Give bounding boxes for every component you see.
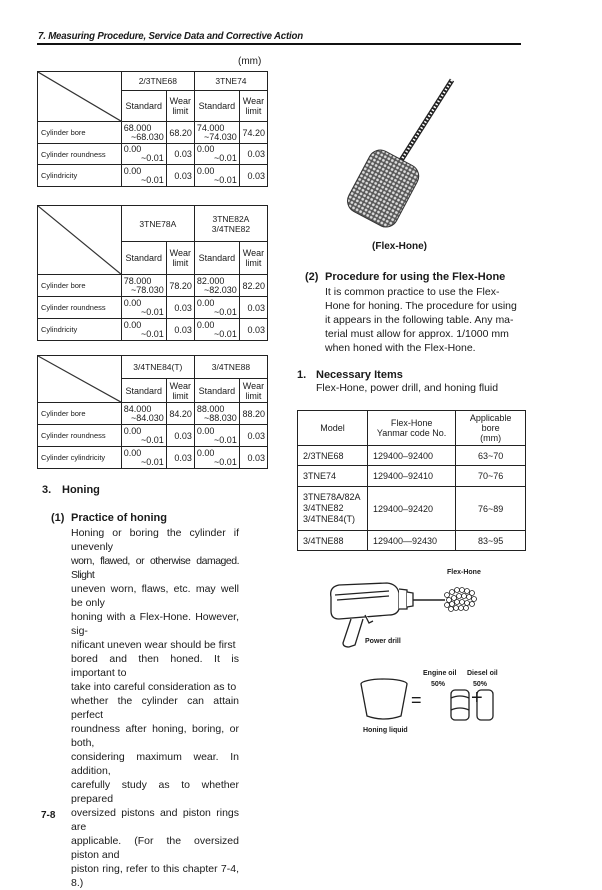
standard-value: 0.00 ~0.01 <box>194 319 239 341</box>
flex-hone-table <box>297 410 526 551</box>
wear-limit-header: Wear limit <box>166 91 194 122</box>
row-label: Cylinder bore <box>38 275 122 297</box>
header-code: Flex-Hone Yanmar code No. <box>367 411 455 446</box>
practice-paragraph: Honing or boring the cylinder if unevenly worn, flawed, or otherwise damaged. Slight uneven worn, flaws, etc. may well be only honing with a Flex-Hone. However, sig- nificant uneven wear should be first bored and then honed. It is important to take into careful consideration as to whether the cylinder can attain perfect roundness after honing, boring, or both, considering maximum wear. In addition, carefully study as to whether prepared oversized pistons and piston rings are applicable. (For the oversized piston and piston ring, refer to this chapter 7-4, 8.) <box>71 527 239 889</box>
subsection-number: (1) <box>51 512 65 524</box>
table-row <box>298 466 526 487</box>
wear-limit-value: 0.03 <box>166 319 194 341</box>
wear-limit-value: 74.20 <box>239 122 267 144</box>
engine-oil-percent: 50% <box>431 681 446 688</box>
standard-value: 0.00 ~0.01 <box>194 144 239 165</box>
table-row <box>38 425 268 447</box>
model-cell: 2/3TNE68 <box>298 446 368 466</box>
standard-header: Standard <box>121 379 166 403</box>
flex-hone-label: Flex-Hone <box>447 569 481 576</box>
model-cell: 3/4TNE88 <box>298 531 368 551</box>
table-row <box>38 165 268 187</box>
standard-value: 0.00 ~0.01 <box>194 447 239 469</box>
flex-hone-illustration <box>330 70 470 230</box>
procedure-paragraph: It is common practice to use the Flex- Hone for honing. The procedure for using it appears in the following table. Any ma- terial must allow for approx. 1/1000 mm when honed with the Flex-Hone. <box>325 286 517 354</box>
standard-value: 0.00 ~0.01 <box>121 319 166 341</box>
wear-limit-value: 0.03 <box>166 144 194 165</box>
row-label: Cylinder roundness <box>38 144 122 165</box>
standard-value: 78.000 ~78.030 <box>121 275 166 297</box>
standard-value: 0.00 ~0.01 <box>194 165 239 187</box>
unit-label: (mm) <box>238 56 262 67</box>
wear-limit-header: Wear limit <box>166 242 194 275</box>
diesel-oil-label: Diesel oil <box>467 670 498 677</box>
wear-limit-value: 0.03 <box>239 297 267 319</box>
power-drill-label: Power drill <box>365 638 401 645</box>
wear-limit-value: 0.03 <box>166 447 194 469</box>
wear-limit-value: 0.03 <box>239 425 267 447</box>
wear-limit-value: 68.20 <box>166 122 194 144</box>
standard-header: Standard <box>194 242 239 275</box>
header-bore: Applicable bore (mm) <box>456 411 526 446</box>
table-row <box>38 447 268 469</box>
flex-hone-brush-small <box>445 588 477 612</box>
wear-limit-value: 0.03 <box>239 447 267 469</box>
subsection-number: (2) <box>305 271 319 283</box>
wear-limit-header: Wear limit <box>239 379 267 403</box>
row-label: Cylinder bore <box>38 122 122 144</box>
standard-value: 88.000 ~88.030 <box>194 403 239 425</box>
wear-limit-value: 0.03 <box>239 319 267 341</box>
item-text: Flex-Hone, power drill, and honing fluid <box>316 382 499 394</box>
flex-hone-brush <box>343 146 423 230</box>
table-row <box>38 122 268 144</box>
standard-value: 0.00 ~0.01 <box>194 425 239 447</box>
wear-limit-header: Wear limit <box>166 379 194 403</box>
row-label: Cylindricity <box>38 319 122 341</box>
spec-table-1 <box>37 71 268 187</box>
page-number: 7-8 <box>41 810 56 821</box>
wear-limit-value: 0.03 <box>239 165 267 187</box>
code-cell: 129400–92410 <box>367 466 455 487</box>
bore-cell: 83~95 <box>456 531 526 551</box>
diagonal-header-cell <box>38 72 122 122</box>
model-cell: 3TNE74 <box>298 466 368 487</box>
diagonal-header-cell <box>38 356 122 403</box>
standard-value: 0.00 ~0.01 <box>121 165 166 187</box>
model-group-header: 2/3TNE68 <box>121 72 194 91</box>
table-row <box>38 144 268 165</box>
table-row <box>298 487 526 531</box>
wear-limit-value: 82.20 <box>239 275 267 297</box>
standard-value: 0.00 ~0.01 <box>121 297 166 319</box>
code-cell: 129400–92420 <box>367 487 455 531</box>
power-drill-illustration <box>325 575 495 650</box>
wear-limit-header: Wear limit <box>239 242 267 275</box>
standard-header: Standard <box>194 379 239 403</box>
standard-header: Standard <box>121 91 166 122</box>
item-number: 1. <box>297 369 307 381</box>
model-group-header: 3/4TNE84(T) <box>121 356 194 379</box>
wear-limit-value: 0.03 <box>239 144 267 165</box>
row-label: Cylinder cylindricity <box>38 447 122 469</box>
row-label: Cylinder roundness <box>38 297 122 319</box>
subsection-title: Procedure for using the Flex-Hone <box>325 271 506 283</box>
equals-sign: = <box>411 690 422 710</box>
item-title: Necessary Items <box>316 369 403 381</box>
code-cell: 129400–92400 <box>367 446 455 466</box>
standard-value: 0.00 ~0.01 <box>194 297 239 319</box>
table-row <box>38 275 268 297</box>
standard-header: Standard <box>121 242 166 275</box>
table-row <box>38 403 268 425</box>
standard-value: 0.00 ~0.01 <box>121 447 166 469</box>
wear-limit-value: 0.03 <box>166 297 194 319</box>
flex-hone-shaft <box>400 80 452 162</box>
bore-cell: 70~76 <box>456 466 526 487</box>
code-cell: 129400—92430 <box>367 531 455 551</box>
model-cell: 3TNE78A/82A 3/4TNE82 3/4TNE84(T) <box>298 487 368 531</box>
plus-sign: + <box>471 687 483 709</box>
diesel-oil-percent: 50% <box>473 681 488 688</box>
spec-table-3 <box>37 355 268 469</box>
section-heading: Honing <box>62 484 100 496</box>
standard-value: 82.000 ~82.030 <box>194 275 239 297</box>
spec-table-2 <box>37 205 268 341</box>
wear-limit-value: 0.03 <box>166 425 194 447</box>
diagonal-header-cell <box>38 206 122 275</box>
standard-header: Standard <box>194 91 239 122</box>
table-row <box>38 297 268 319</box>
model-group-header: 3/4TNE88 <box>194 356 267 379</box>
standard-value: 74.000 ~74.030 <box>194 122 239 144</box>
bore-cell: 76~89 <box>456 487 526 531</box>
model-group-header: 3TNE74 <box>194 72 267 91</box>
wear-limit-value: 0.03 <box>166 165 194 187</box>
header-model: Model <box>298 411 368 446</box>
wear-limit-value: 78.20 <box>166 275 194 297</box>
row-label: Cylindricity <box>38 165 122 187</box>
flex-hone-caption: (Flex-Hone) <box>372 241 427 252</box>
table-row <box>298 446 526 466</box>
section-header-title: 7. Measuring Procedure, Service Data and Corrective Action <box>38 30 303 42</box>
row-label: Cylinder roundness <box>38 425 122 447</box>
engine-oil-can-icon <box>451 690 469 720</box>
header-rule <box>37 43 521 45</box>
wear-limit-value: 88.20 <box>239 403 267 425</box>
section-heading-number: 3. <box>42 484 52 496</box>
engine-oil-label: Engine oil <box>423 670 457 677</box>
standard-value: 84.000 ~84.030 <box>121 403 166 425</box>
row-label: Cylinder bore <box>38 403 122 425</box>
subsection-title: Practice of honing <box>71 512 167 524</box>
standard-value: 0.00 ~0.01 <box>121 144 166 165</box>
standard-value: 0.00 ~0.01 <box>121 425 166 447</box>
bore-cell: 63~70 <box>456 446 526 466</box>
honing-liquid-label: Honing liquid <box>363 727 408 734</box>
model-group-header: 3TNE78A <box>121 206 194 242</box>
standard-value: 68.000 ~68.030 <box>121 122 166 144</box>
model-group-header: 3TNE82A 3/4TNE82 <box>194 206 267 242</box>
wear-limit-value: 84.20 <box>166 403 194 425</box>
table-row <box>38 319 268 341</box>
table-row <box>298 531 526 551</box>
wear-limit-header: Wear limit <box>239 91 267 122</box>
bucket-icon <box>361 679 407 719</box>
